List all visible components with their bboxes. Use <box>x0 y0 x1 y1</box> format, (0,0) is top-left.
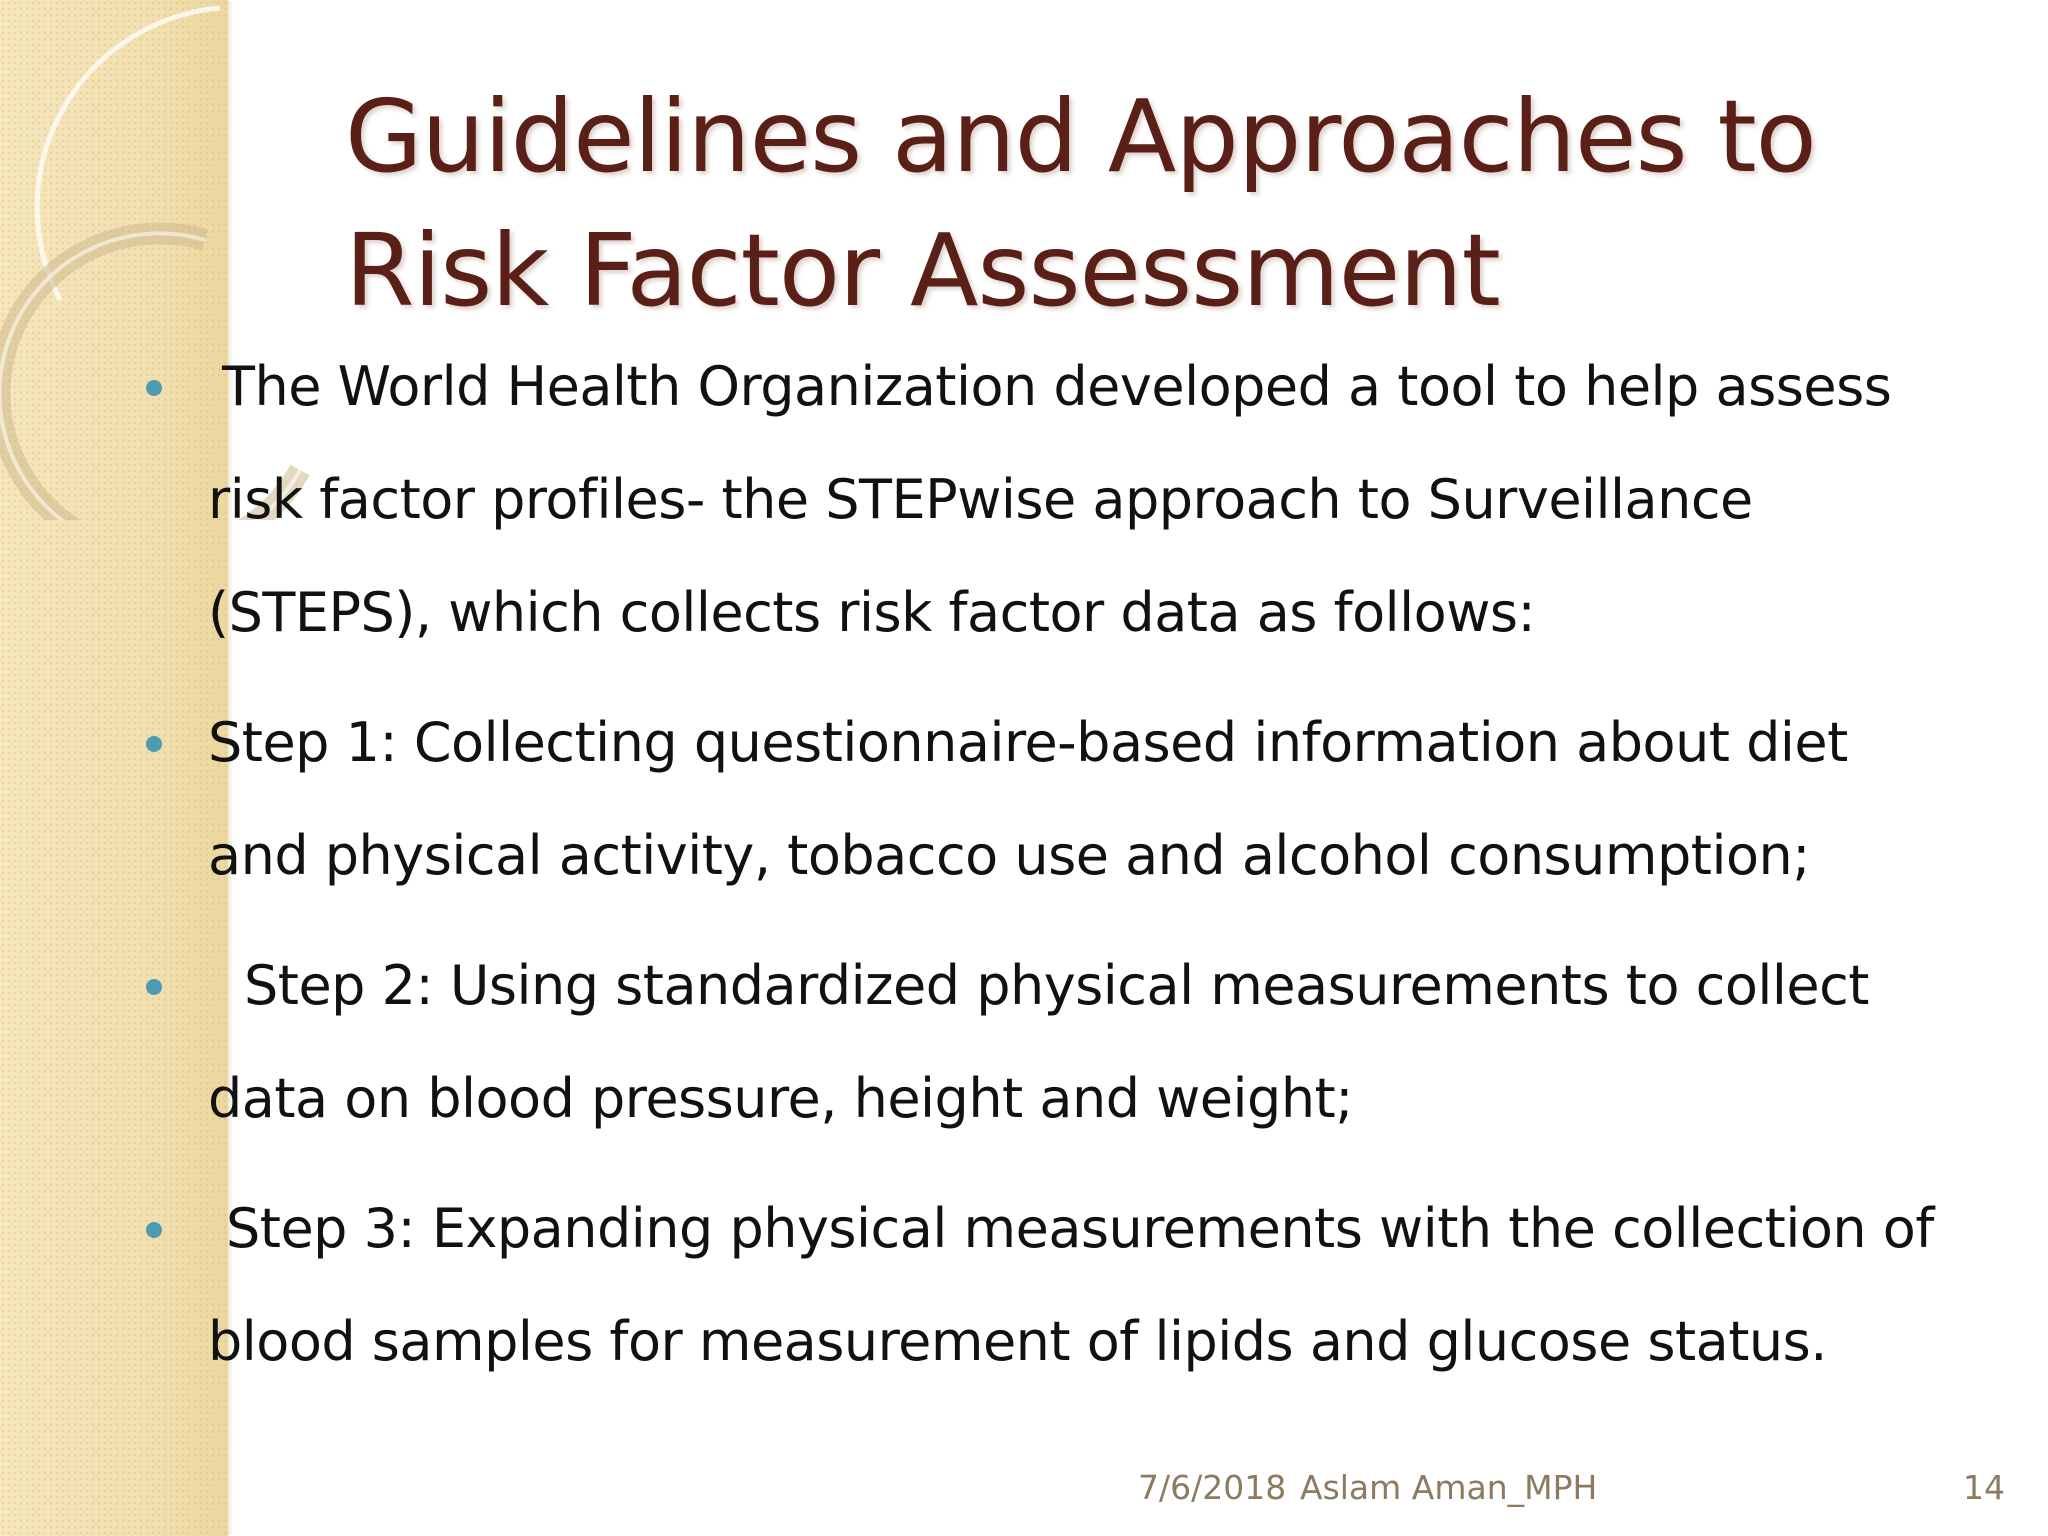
bullet-list <box>140 330 1960 1415</box>
bullet-dot-icon <box>146 736 162 752</box>
footer-date: 7/6/2018 <box>1138 1468 1287 1507</box>
bullet-text: Step 1: Collecting questionnaire-based information about diet and physical activity, tobacco use and alcohol consumption; <box>208 711 1848 887</box>
footer-author: Aslam Aman_MPH <box>1300 1468 1598 1507</box>
bullet-text: Step 3: Expanding physical measurements with the collection of blood samples for measurement of lipids and glucose status. <box>208 1197 1934 1373</box>
bullet-dot-icon <box>146 979 162 995</box>
bullet-item <box>140 330 1960 669</box>
bullet-item <box>140 686 1960 912</box>
bullet-dot-icon <box>146 380 162 396</box>
slide-title: Guidelines and Approaches to Risk Factor Assessment <box>345 78 1816 329</box>
bullet-item <box>140 1172 1960 1398</box>
bullet-text: The World Health Organization developed a tool to help assess risk factor profiles- the STEPwise approach to Surveillance (STEPS), which collects risk factor data as follows: <box>208 355 1892 644</box>
bullet-text: Step 2: Using standardized physical measurements to collect data on blood pressure, height and weight; <box>208 954 1869 1130</box>
bullet-item <box>140 929 1960 1155</box>
page-number: 14 <box>1963 1468 2005 1507</box>
bullet-dot-icon <box>146 1222 162 1238</box>
